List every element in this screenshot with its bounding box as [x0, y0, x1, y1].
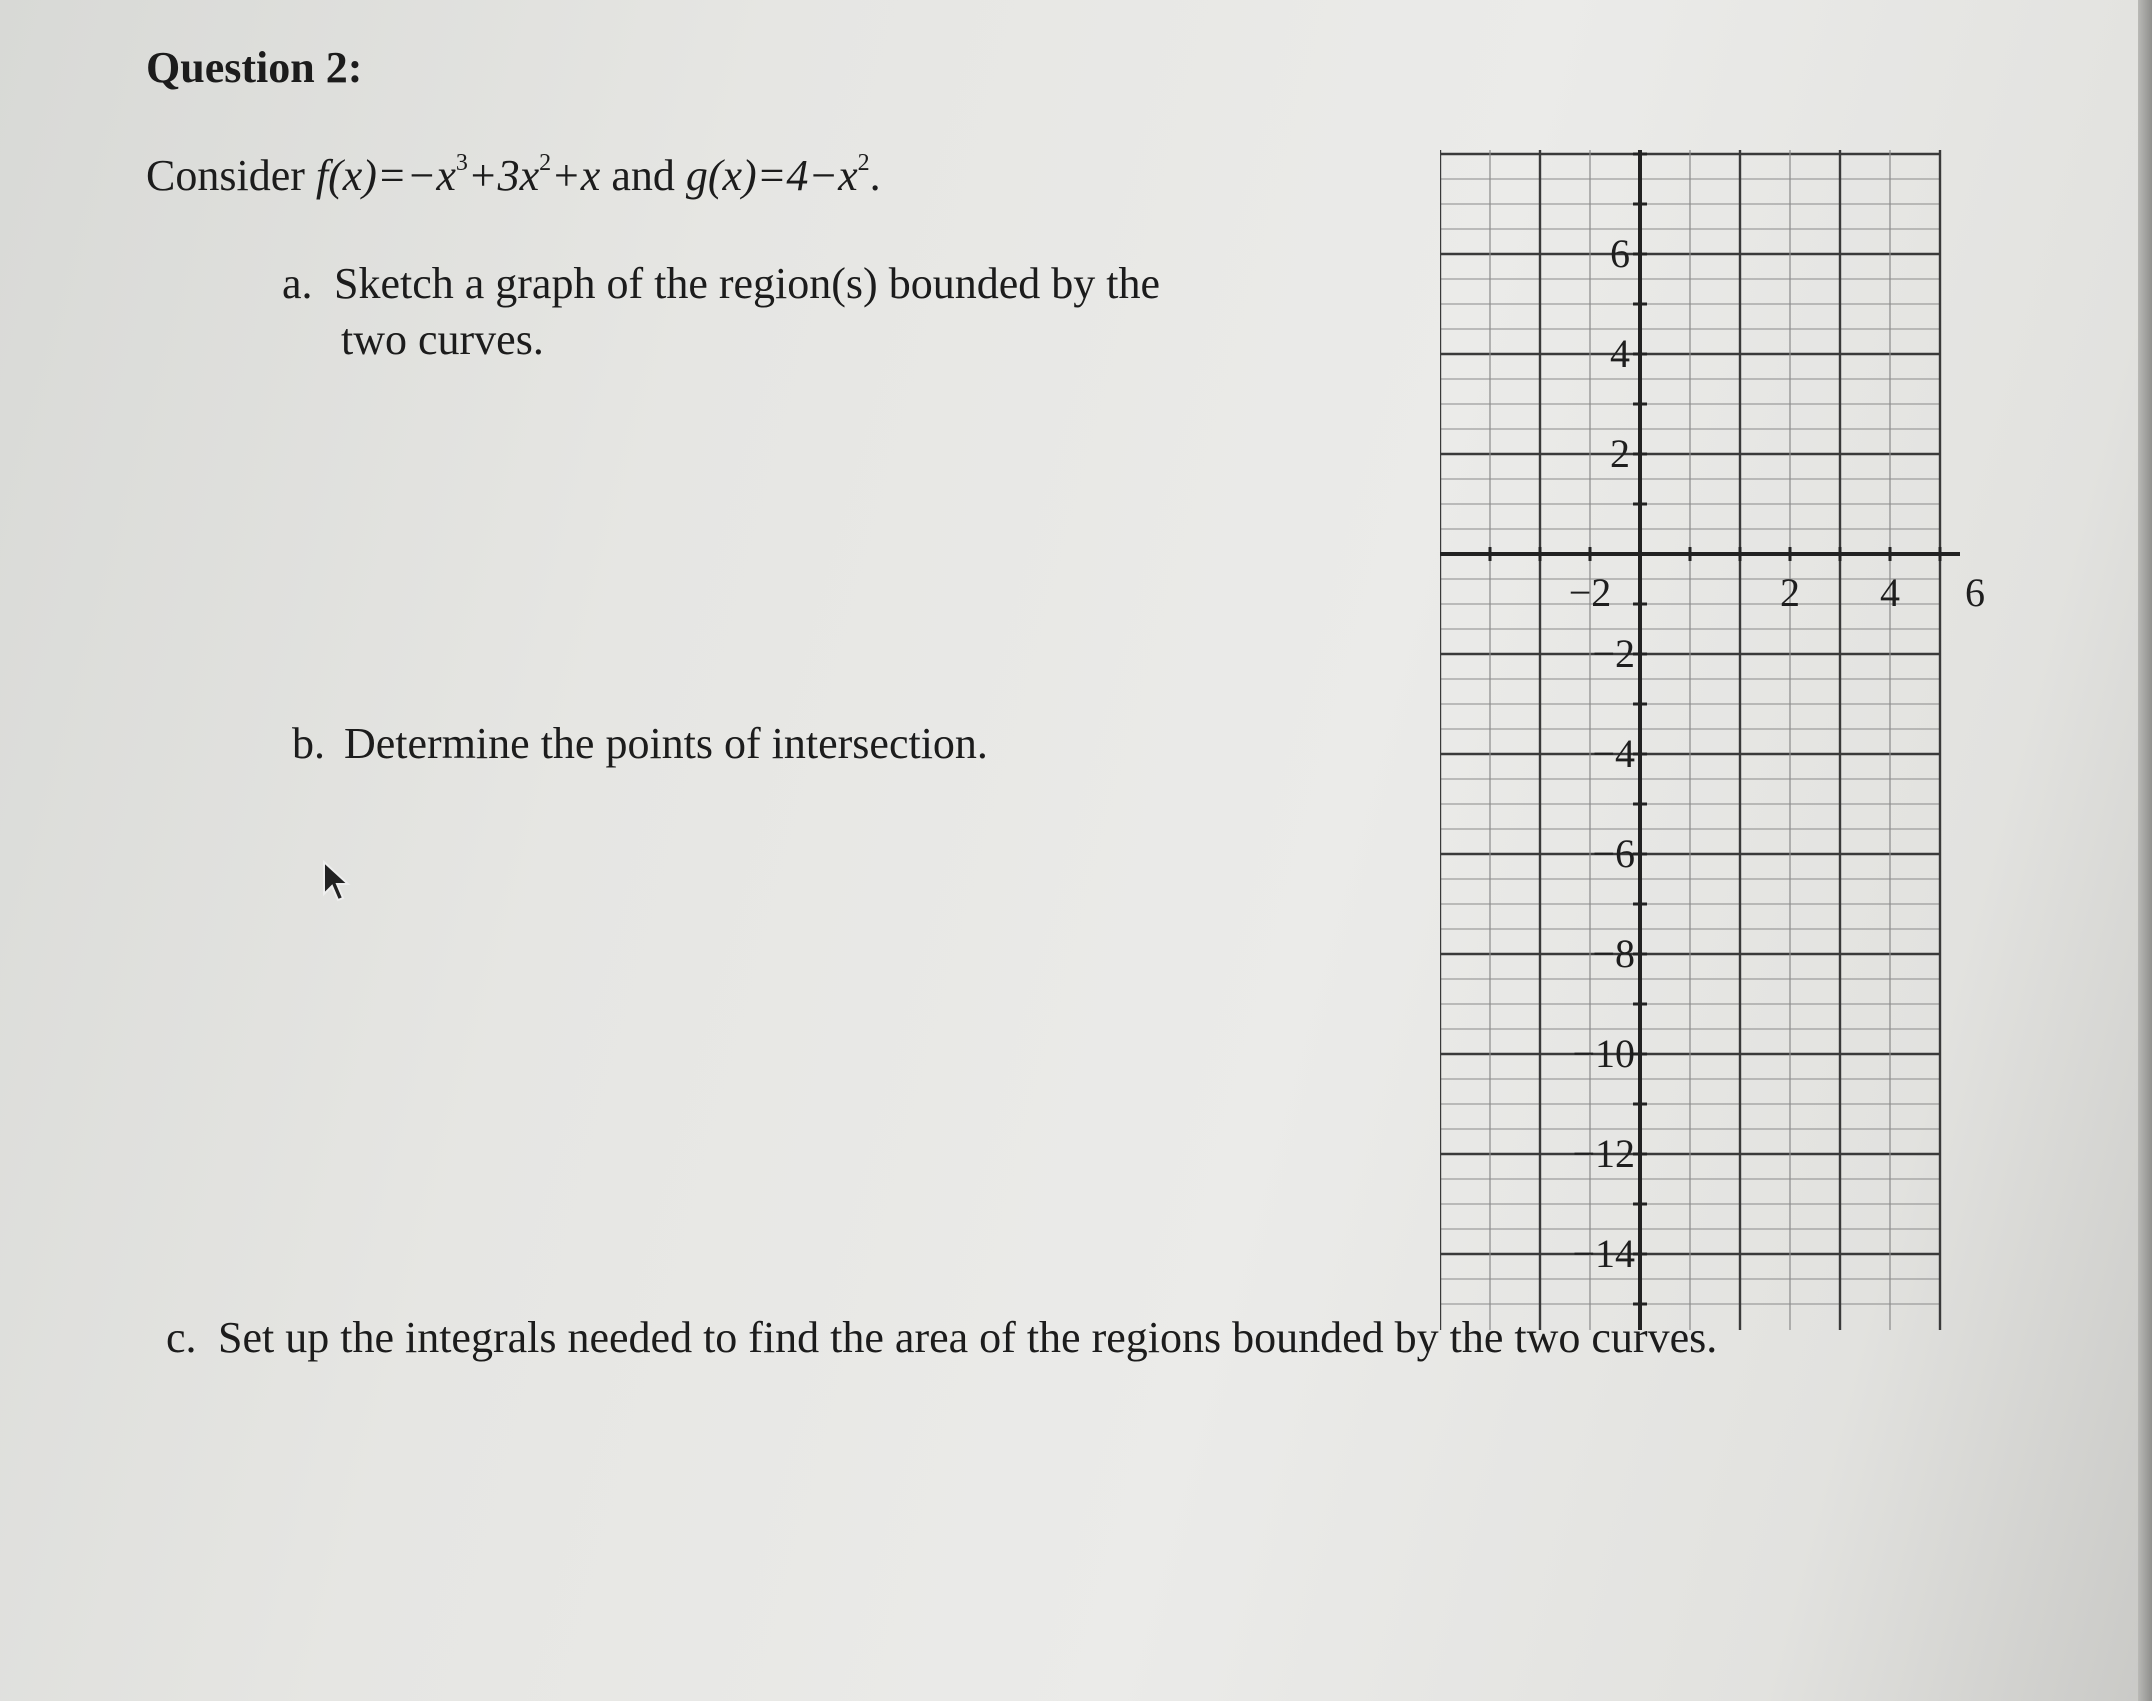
- part-a: [282, 256, 1242, 368]
- part-b: [292, 716, 988, 772]
- part-a-text-line1: Sketch a graph of the region(s) bounded by the: [334, 259, 1160, 308]
- y-tick-label: −2: [1592, 631, 1635, 676]
- x-tick-label: 4: [1880, 570, 1900, 615]
- y-tick-label: −14: [1572, 1231, 1635, 1276]
- part-b-label: b.: [292, 719, 325, 768]
- g-exp: 2: [857, 150, 870, 176]
- part-c-text: Set up the integrals needed to find the area of the regions bounded by the two curves.: [218, 1313, 1718, 1362]
- y-tick-label: 6: [1610, 231, 1630, 276]
- problem-statement: [146, 150, 881, 201]
- y-tick-label: −6: [1592, 831, 1635, 876]
- f-exp-2: 2: [539, 150, 552, 176]
- part-a-label: a.: [282, 259, 313, 308]
- f-term-3: +x: [551, 151, 601, 200]
- y-tick-label: 2: [1610, 431, 1630, 476]
- y-tick-label: −8: [1592, 931, 1635, 976]
- f-lhs: f(x)=: [315, 151, 407, 200]
- part-a-text-line2: two curves.: [341, 315, 544, 364]
- page-edge: [2138, 0, 2152, 1701]
- statement-intro: Consider: [146, 151, 305, 200]
- part-b-text: Determine the points of intersection.: [344, 719, 988, 768]
- f-exp-1: 3: [455, 150, 468, 176]
- x-tick-label: 6: [1965, 570, 1985, 615]
- y-tick-label: −10: [1572, 1031, 1635, 1076]
- mouse-pointer-icon: [322, 860, 352, 904]
- f-term-2: +3x: [467, 151, 540, 200]
- g-term: 4−x: [786, 151, 858, 200]
- y-tick-label: −4: [1592, 731, 1635, 776]
- statement-end: .: [869, 151, 881, 200]
- statement-conj: and: [611, 151, 675, 200]
- y-tick-label: −12: [1572, 1131, 1635, 1176]
- x-tick-label: −2: [1568, 570, 1612, 615]
- y-tick-label: 4: [1610, 331, 1630, 376]
- grid-lines: [1440, 150, 1940, 1330]
- question-title: Question 2:: [146, 43, 363, 92]
- g-lhs: g(x)=: [685, 151, 787, 200]
- part-c-label: c.: [166, 1313, 197, 1362]
- x-tick-label: 2: [1780, 570, 1800, 615]
- f-term-1: −x: [406, 151, 456, 200]
- coordinate-grid: [1440, 140, 2000, 1330]
